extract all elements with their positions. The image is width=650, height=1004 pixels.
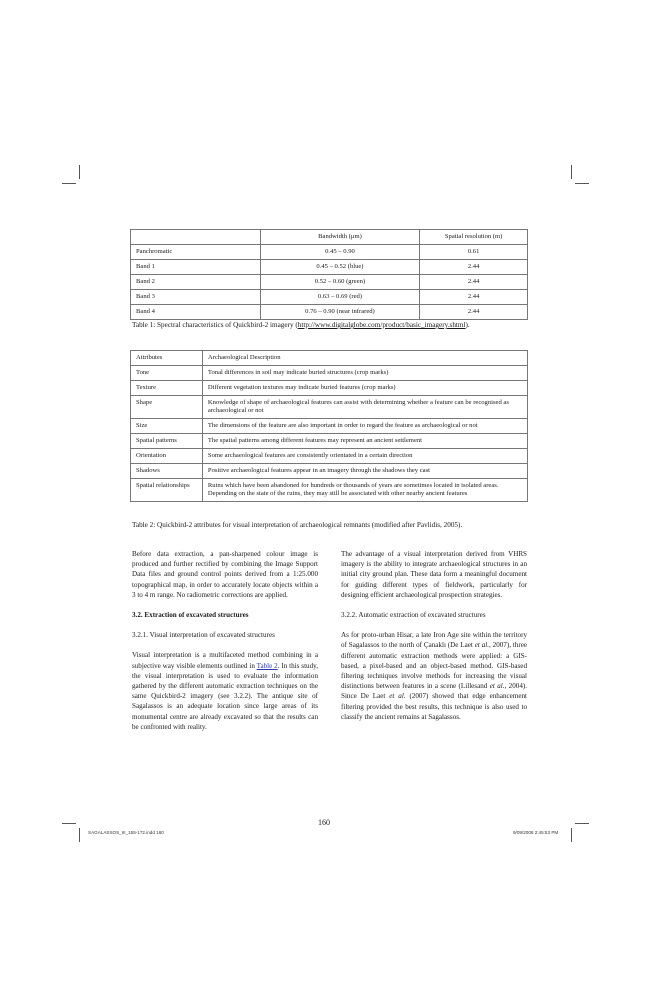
left-column [132, 549, 318, 732]
crop-mark [575, 183, 589, 184]
table-cell: The spatial patterns among different features may represent an ancient settlement [202, 434, 527, 449]
paragraph-text: . In this study, the visual interpretation is used to evaluate the information gathered by the different automatic extraction techniques on the same Quickbird-2 imagery (see 3.2.2). The antique site of Sagalassos is an adequate location since large areas of its monumental centre are already excavated so that the results can be confronted with reality. [132, 661, 318, 731]
table-cell: 2.44 [420, 260, 528, 275]
page-number: 160 [318, 818, 330, 827]
table-cell: Band 4 [131, 305, 261, 320]
table-cell: Texture [131, 381, 203, 396]
crop-mark [62, 823, 76, 824]
table-header-row [131, 351, 528, 366]
paragraph-text: et al. [489, 682, 505, 691]
table-row [131, 449, 528, 464]
table-cell: Spatial patterns [131, 434, 203, 449]
table-row [131, 290, 528, 305]
table-cell: Different vegetation textures may indicate buried features (crop marks) [202, 381, 527, 396]
table-header-cell: Bandwidth (μm) [260, 230, 420, 245]
table-row [131, 419, 528, 434]
table-cell: Panchromatic [131, 245, 261, 260]
table-row [131, 275, 528, 290]
table-header-cell: Attributes [131, 351, 203, 366]
subsection-heading: 3.2.1. Visual interpretation of excavated structures [132, 631, 275, 640]
crop-mark [79, 828, 80, 842]
paragraph-text: et al. [389, 692, 406, 701]
archaeological-attributes-table [130, 350, 528, 502]
table-row [131, 305, 528, 320]
table-row [131, 366, 528, 381]
table-cell: 0.76 – 0.90 (near infrared) [260, 305, 420, 320]
spectral-characteristics-table [130, 229, 528, 320]
table-header-row [131, 230, 528, 245]
table-header-cell: Archaeological Description [202, 351, 527, 366]
paragraph: The advantage of a visual interpretation derived from VHRS imagery is the ability to integrate archaeological structures in an initial city ground plan. These data form a meaningful document for guiding different types of fieldwork, particularly for designing efficient archaeological prospection strategies. [341, 550, 527, 599]
paragraph-text: , 2007), three different automatic extraction methods were applied: a GIS-based, a pixel-based and an object-based method. GIS-based filtering techniques involve methods for increasing the visual distinctions between features in a scene (Lillesand [341, 641, 528, 691]
paragraph [341, 630, 527, 722]
table-cell: 0.45 – 0.90 [260, 245, 420, 260]
table-row [131, 260, 528, 275]
crop-mark [571, 165, 572, 179]
section-heading: 3.2. Extraction of excavated structures [132, 611, 249, 620]
table-cell: The dimensions of the feature are also important in order to regard the feature as archaeological or not [202, 419, 527, 434]
crop-mark [62, 183, 76, 184]
table-cell: 2.44 [420, 275, 528, 290]
table2-caption: Table 2: Quickbird-2 attributes for visual interpretation of archaeological remnants (modified after Pavlidis, 2005). [132, 521, 463, 529]
table-cell: 0.52 – 0.60 (green) [260, 275, 420, 290]
paragraph-text: As for proto-urban Hisar, a late Iron Age site within the territory of Sagalassos to the north of Çanaklı (De Laet [341, 631, 527, 650]
paragraph: Before data extraction, a pan-sharpened colour image is produced and further rectified by combining the Image Support Data files and ground control points derived from a 1:25.000 topographical map, in order to accurately locate objects within a 3 to 4 m range. No radiometric corrections are applied. [132, 550, 318, 599]
table-cell: Some archaeological features are consistently orientated in a certain direction [202, 449, 527, 464]
caption-link[interactable]: http://www.digitalglobe.com/product/basic_imagery.shtml [297, 321, 466, 329]
table-cell: 2.44 [420, 290, 528, 305]
table-cell: Band 2 [131, 275, 261, 290]
table1-caption [132, 321, 470, 329]
crop-mark [79, 165, 80, 179]
subsection-heading: 3.2.2. Automatic extraction of excavated structures [341, 611, 486, 620]
paragraph-text: , 2004). Since De Laet [341, 682, 528, 701]
print-slug-timestamp: 9/09/2008 2:45:53 PM [513, 830, 559, 835]
table-cell: Size [131, 419, 203, 434]
caption-text: Table 1: Spectral characteristics of Quickbird-2 imagery ( [132, 321, 298, 329]
table-cell: 0.61 [420, 245, 528, 260]
table-cell: Tone [131, 366, 203, 381]
table-cell: Spatial relationships [131, 479, 203, 502]
table-cell: Shape [131, 396, 203, 419]
table-cell: 2.44 [420, 305, 528, 320]
paragraph-text: (2007) showed that edge enhancement filtering provided the best results, this technique is also used to classify the ancient remains at Sagalassos. [341, 692, 528, 721]
table-cell: Band 3 [131, 290, 261, 305]
table-cell: Orientation [131, 449, 203, 464]
table-row [131, 245, 528, 260]
table-row [131, 396, 528, 419]
crop-mark [571, 828, 572, 842]
table-row [131, 479, 528, 502]
table-reference-link[interactable]: Table 2 [256, 661, 278, 670]
table-row [131, 381, 528, 396]
table-cell: Knowledge of shape of archaeological features can assist with determining whether a feature can be recognised as archaeological or not [202, 396, 527, 419]
table-row [131, 464, 528, 479]
table-header-cell [131, 230, 261, 245]
right-column [341, 549, 527, 722]
crop-mark [575, 823, 589, 824]
paragraph [132, 650, 318, 732]
paragraph-text: et al. [474, 641, 490, 650]
table-cell: Ruins which have been abandoned for hundreds or thousands of years are sometimes located in isolated areas. Depending on the state of the ruins, they may still be associated with other nearby ancient features [202, 479, 527, 502]
table-cell: Tonal differences in soil may indicate buried structures (crop marks) [202, 366, 527, 381]
print-slug-filename: SAGALASSOS_III_155-172.indd 160 [88, 830, 164, 835]
table-cell: 0.45 – 0.52 (blue) [260, 260, 420, 275]
paragraph-text: Visual interpretation is a multifaceted method combining in a subjective way visible elements outlined in [132, 651, 318, 670]
table-header-cell: Spatial resolution (m) [420, 230, 528, 245]
table-row [131, 434, 528, 449]
table-cell: 0.63 – 0.69 (red) [260, 290, 420, 305]
table-cell: Positive archaeological features appear in an imagery through the shadows they cast [202, 464, 527, 479]
table-cell: Band 1 [131, 260, 261, 275]
caption-text: ). [465, 321, 470, 329]
table-cell: Shadows [131, 464, 203, 479]
